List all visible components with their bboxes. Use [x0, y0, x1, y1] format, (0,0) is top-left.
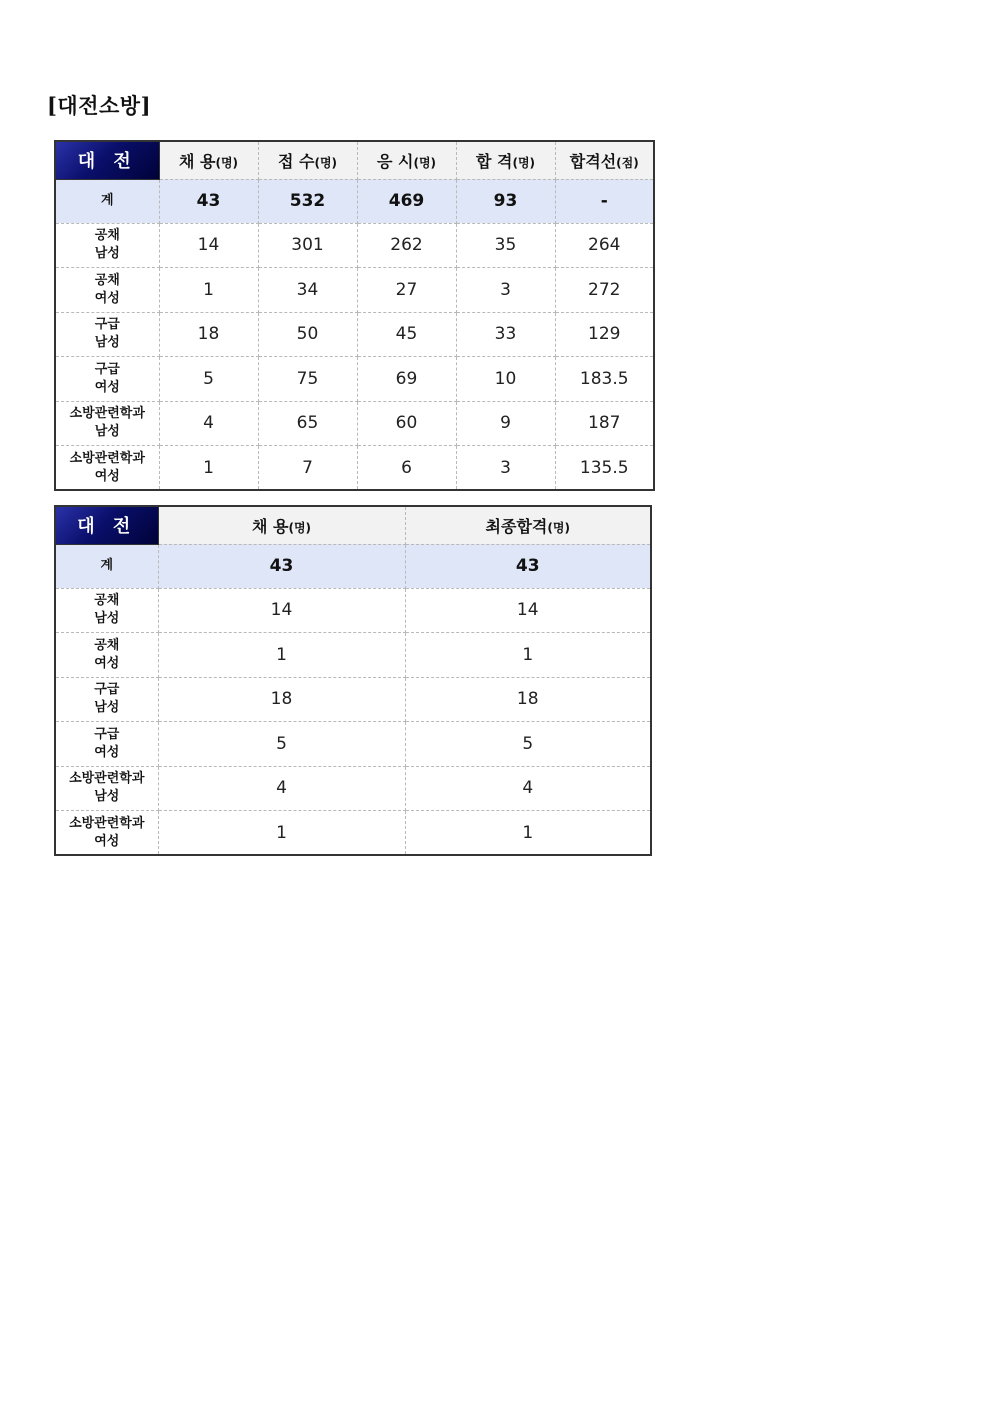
row-label: 구급 남성	[55, 677, 158, 722]
total-row	[55, 179, 654, 223]
table-cell: 3	[456, 268, 555, 313]
table-cell: 6	[357, 446, 456, 491]
table-cell: 75	[258, 357, 357, 402]
table-cell: 1	[405, 811, 651, 856]
header-applied: 접 수(명)	[258, 141, 357, 179]
table-cell: 1	[158, 811, 405, 856]
page-title: [대전소방]	[47, 93, 152, 118]
row-label: 공채 여성	[55, 633, 158, 678]
table-row	[55, 811, 651, 856]
total-row	[55, 544, 651, 588]
table-cell: 4	[159, 401, 258, 446]
table-cell: 27	[357, 268, 456, 313]
row-label: 공채 여성	[55, 268, 159, 313]
table-cell: 272	[555, 268, 654, 313]
header-hired: 채 용(명)	[158, 506, 405, 544]
header-hired: 채 용(명)	[159, 141, 258, 179]
table-cell: 14	[159, 223, 258, 268]
table-header-row	[55, 141, 654, 179]
table-cell: 10	[456, 357, 555, 402]
table-row	[55, 223, 654, 268]
table-cell: 14	[405, 588, 651, 633]
table-cell: 1	[159, 446, 258, 491]
table-cell: 183.5	[555, 357, 654, 402]
region-header: 대 전	[55, 141, 159, 179]
header-tested: 응 시(명)	[357, 141, 456, 179]
table-cell: 65	[258, 401, 357, 446]
table-cell: 5	[158, 722, 405, 767]
final-pass-table	[54, 505, 652, 856]
table-row	[55, 357, 654, 402]
table-cell: 93	[456, 179, 555, 223]
table-cell: 43	[405, 544, 651, 588]
row-label: 구급 여성	[55, 357, 159, 402]
table-row	[55, 268, 654, 313]
row-label: 소방관련학과 남성	[55, 401, 159, 446]
row-label: 구급 여성	[55, 722, 158, 767]
table-cell: 301	[258, 223, 357, 268]
table-cell: 187	[555, 401, 654, 446]
table-cell: -	[555, 179, 654, 223]
table-row	[55, 401, 654, 446]
table-cell: 4	[405, 766, 651, 811]
row-label: 구급 남성	[55, 312, 159, 357]
table-cell: 135.5	[555, 446, 654, 491]
table-cell: 45	[357, 312, 456, 357]
table-cell: 69	[357, 357, 456, 402]
table-cell: 262	[357, 223, 456, 268]
recruitment-stats-table	[54, 140, 655, 491]
header-cutoff: 합격선(점)	[555, 141, 654, 179]
table-cell: 129	[555, 312, 654, 357]
table-cell: 43	[159, 179, 258, 223]
table-cell: 1	[159, 268, 258, 313]
table-row	[55, 766, 651, 811]
table-cell: 469	[357, 179, 456, 223]
table-cell: 34	[258, 268, 357, 313]
row-label: 소방관련학과 여성	[55, 811, 158, 856]
row-label: 공채 남성	[55, 588, 158, 633]
table-cell: 18	[158, 677, 405, 722]
row-label: 소방관련학과 남성	[55, 766, 158, 811]
table-cell: 1	[158, 633, 405, 678]
table-cell: 9	[456, 401, 555, 446]
row-label: 계	[55, 544, 158, 588]
row-label: 소방관련학과 여성	[55, 446, 159, 491]
table-header-row	[55, 506, 651, 544]
table-cell: 43	[158, 544, 405, 588]
row-label: 계	[55, 179, 159, 223]
table-cell: 18	[405, 677, 651, 722]
table-row	[55, 312, 654, 357]
table-row	[55, 722, 651, 767]
table-cell: 5	[159, 357, 258, 402]
table-row	[55, 633, 651, 678]
table-cell: 264	[555, 223, 654, 268]
header-passed: 합 격(명)	[456, 141, 555, 179]
header-final-pass: 최종합격(명)	[405, 506, 651, 544]
table-row	[55, 446, 654, 491]
table-cell: 4	[158, 766, 405, 811]
table-cell: 5	[405, 722, 651, 767]
table-row	[55, 588, 651, 633]
table-cell: 14	[158, 588, 405, 633]
table-cell: 33	[456, 312, 555, 357]
table-cell: 1	[405, 633, 651, 678]
table-cell: 532	[258, 179, 357, 223]
table-cell: 35	[456, 223, 555, 268]
table-cell: 50	[258, 312, 357, 357]
table-row	[55, 677, 651, 722]
row-label: 공채 남성	[55, 223, 159, 268]
table-cell: 3	[456, 446, 555, 491]
table-cell: 60	[357, 401, 456, 446]
region-header: 대 전	[55, 506, 158, 544]
table-cell: 7	[258, 446, 357, 491]
table-cell: 18	[159, 312, 258, 357]
